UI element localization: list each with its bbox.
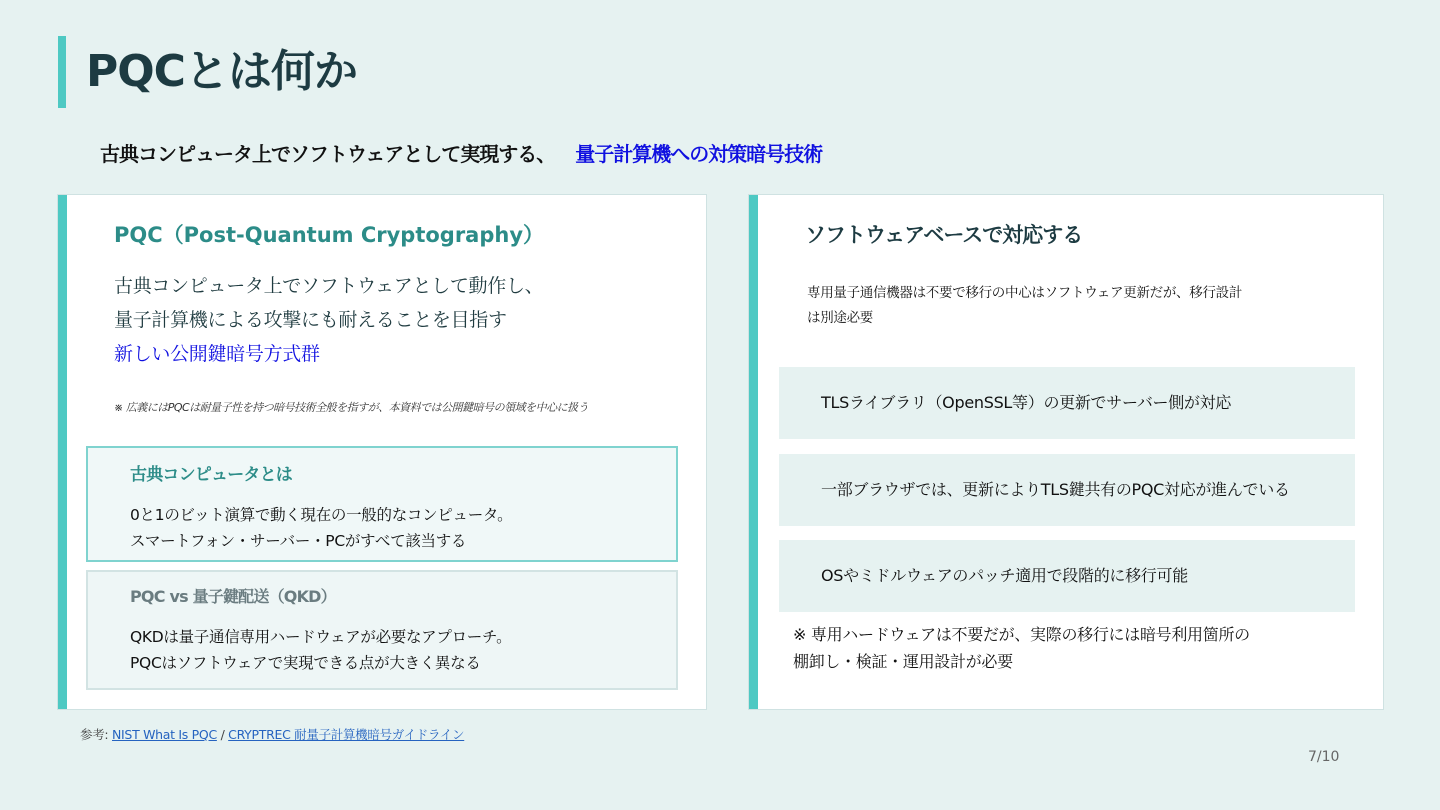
software-based-panel [748,194,1384,710]
pqc-desc-line: 古典コンピュータ上でソフトウェアとして動作し、 [114,275,544,297]
classic-computer-box [86,446,678,562]
cryptrec-guideline-link[interactable]: CRYPTREC 耐量子計算機暗号ガイドライン [228,727,465,742]
subtitle-accent: 量子計算機への対策暗号技術 [575,142,823,166]
box-line: QKDは量子通信専用ハードウェアが必要なアプローチ。 [130,628,512,646]
page-number: 7/10 [1308,749,1340,765]
panel-accent-bar [749,195,758,709]
panel-accent-bar [58,195,67,709]
nist-pqc-link[interactable]: NIST What Is PQC [112,727,217,742]
pqc-vs-qkd-title: PQC vs 量子鍵配送（QKD） [130,587,336,606]
software-based-description [807,281,1327,331]
box-line: 0と1のビット演算で動く現在の一般的なコンピュータ。 [130,506,513,524]
classic-computer-body [130,502,660,554]
pqc-definition-panel [57,194,707,710]
pqc-vs-qkd-body [130,624,660,676]
slide-title: PQCとは何か [86,46,357,97]
title-accent-bar [58,36,66,108]
pqc-description [114,269,674,371]
references-label: 参考: [80,727,109,742]
note-line: ※ 専用ハードウェアは不要だが、実際の移行には暗号利用箇所の [793,625,1250,644]
subtitle-main: 古典コンピュータ上でソフトウェアとして実現する、 [100,142,556,166]
migration-item-browser: 一部ブラウザでは、更新によりTLS鍵共有のPQC対応が進んでいる [779,454,1355,526]
desc-line: は別途必要 [807,310,873,326]
references-separator: / [220,727,225,742]
software-based-heading: ソフトウェアベースで対応する [805,223,1083,247]
migration-item-os-middleware: OSやミドルウェアのパッチ適用で段階的に移行可能 [779,540,1355,612]
note-line: 棚卸し・検証・運用設計が必要 [793,652,1013,671]
migration-item-tls-library: TLSライブラリ（OpenSSL等）の更新でサーバー側が対応 [779,367,1355,439]
classic-computer-title: 古典コンピュータとは [130,465,292,485]
slide-subtitle [100,138,822,167]
pqc-vs-qkd-box [86,570,678,690]
box-line: スマートフォン・サーバー・PCがすべて該当する [130,532,467,550]
pqc-scope-note: ※ 広義にはPQCは耐量子性を持つ暗号技術全般を指すが、本資料では公開鍵暗号の領域を中心に扱う [114,401,589,414]
references [80,725,464,743]
box-line: PQCはソフトウェアで実現できる点が大きく異なる [130,654,481,672]
pqc-desc-emphasis: 新しい公開鍵暗号方式群 [114,343,320,365]
desc-line: 専用量子通信機器は不要で移行の中心はソフトウェア更新だが、移行設計 [807,285,1243,301]
migration-note [793,621,1333,675]
pqc-heading: PQC（Post-Quantum Cryptography） [114,223,545,247]
pqc-desc-line: 量子計算機による攻撃にも耐えることを目指す [114,309,507,331]
